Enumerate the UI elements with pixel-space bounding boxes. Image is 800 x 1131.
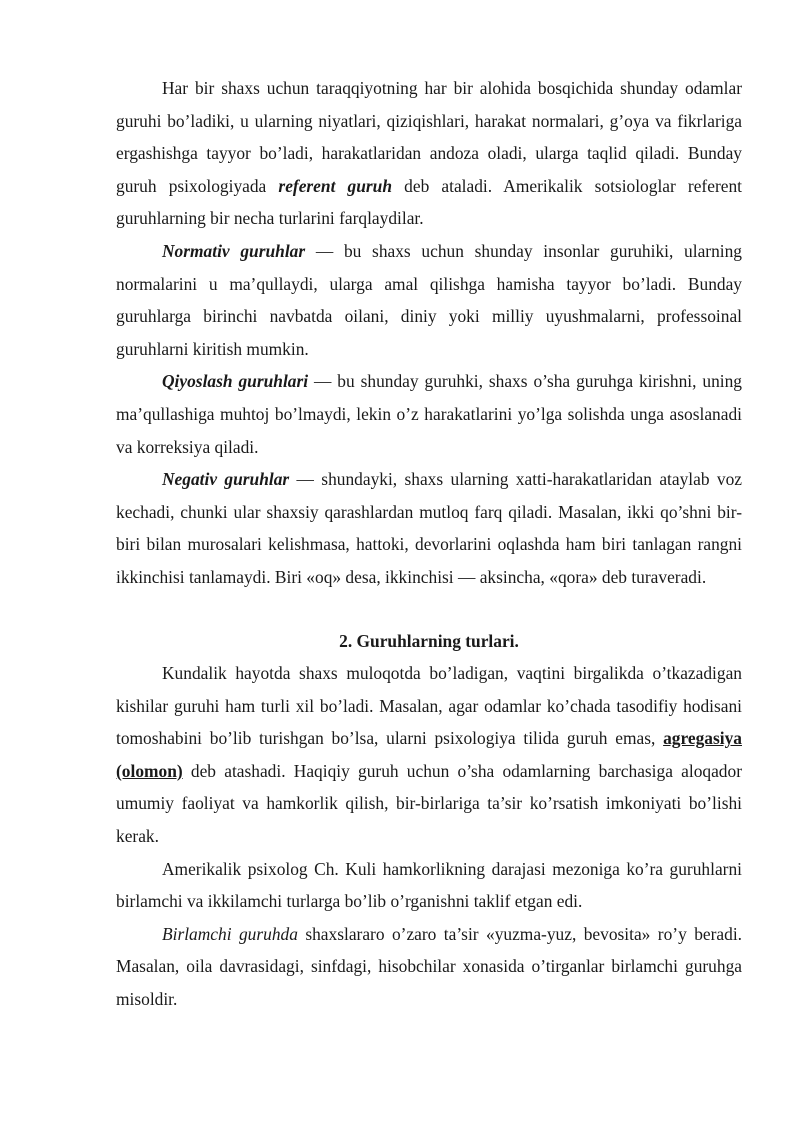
term-normativ-guruhlar: Normativ guruhlar	[162, 240, 306, 261]
paragraph-kuli	[116, 853, 742, 918]
text-run: Amerikalik psixolog Ch. Kuli hamkorlikning darajasi mezoniga ko’ra guruhlarni birlamchi va ikkilamchi turlarga bo’lib o’rganishni taklif etgan edi.	[116, 858, 742, 912]
section-heading: 2. Guruhlarning turlari.	[339, 630, 519, 651]
text-run: Kundalik hayotda shaxs muloqotda bo’ladigan, vaqtini birgalikda o’tkazadigan kishilar guruhi ham turli xil bo’ladi. Masalan, agar odamlar ko’chada tasodifiy hodisani tomoshabini bo’lib turishgan bo’lsa, ularni psixologiya tilida guruh emas,	[116, 663, 742, 749]
text-run: — shundayki, shaxs ularning xatti-harakatlaridan ataylab voz kechadi, chunki ular shaxsiy qarashlardan mutloq farq qiladi. Masalan, ikki qo’shni bir-biri bilan murosalari kelishmasa, hattoki, devorlarini oqlashda ham biri tanlagan rangni ikkinchisi tanlamaydi. Biri «oq» desa, ikkinchisi — aksincha, «qora» deb turaveradi.	[116, 469, 743, 587]
section-types	[116, 657, 742, 1016]
text-run: shaxslararo o’zaro ta’sir «yuzma-yuz, bevosita» ro’y beradi. Masalan, oila davrasidagi, sinfdagi, hisobchilar xonasida o’tirganlar birlamchi guruhga misoldir.	[116, 923, 742, 1010]
paragraph-negativ	[116, 463, 742, 593]
text-run: deb ataladi. Amerikalik sotsiologlar referent guruhlarning bir necha turlarini farqlaydilar.	[116, 175, 742, 229]
text-run: deb atashadi. Haqiqiy guruh uchun o’sha odamlarning barchasiga aloqador umumiy faoliyat va hamkorlik qilish, bir-birlariga ta’sir ko’rsatish imkoniyati bo’lishi kerak.	[116, 760, 742, 847]
document-page	[116, 72, 742, 1016]
paragraph-referent	[116, 72, 742, 235]
text-run: — bu shaxs uchun shunday insonlar guruhiki, ularning normalarini u ma’qullaydi, ularga amal qilishga hamisha tayyor bo’ladi. Bunday guruhlarga birinchi navbatda oilani, diniy yoki milliy uyushmalarni, professoinal guruhlarni kiritish mumkin.	[116, 240, 743, 359]
term-negativ-guruhlar: Negativ guruhlar	[162, 469, 290, 490]
text-run: Har bir shaxs uchun taraqqiyotning har bir alohida bosqichida shunday odamlar guruhi bo’ladiki, u ularning niyatlari, qiziqishlari, harakat normalari, g’oya va fikrlariga ergashishga tayyor bo’ladi, harakatlaridan andoza oladi, ularga taqlid qiladi. Bunday guruh psixologiyada	[116, 78, 742, 196]
section-intro	[116, 72, 742, 594]
term-birlamchi-guruhda: Birlamchi guruhda	[162, 923, 298, 944]
term-referent-guruh: referent guruh	[278, 175, 393, 196]
paragraph-birlamchi	[116, 918, 742, 1016]
paragraph-normativ	[116, 235, 742, 365]
term-agregasiya: agregasiya (olomon)	[116, 728, 742, 781]
text-run: — bu shunday guruhki, shaxs o’sha guruhga kirishni, uning ma’qullashiga muhtoj bo’lmaydi, lekin o’z harakatlarini yo’lga solishda unga asoslanadi va korreksiya qiladi.	[116, 371, 742, 457]
paragraph-kundalik	[116, 657, 742, 853]
paragraph-qiyoslash	[116, 365, 742, 463]
term-qiyoslash-guruhlari: Qiyoslash guruhlari	[162, 371, 309, 392]
